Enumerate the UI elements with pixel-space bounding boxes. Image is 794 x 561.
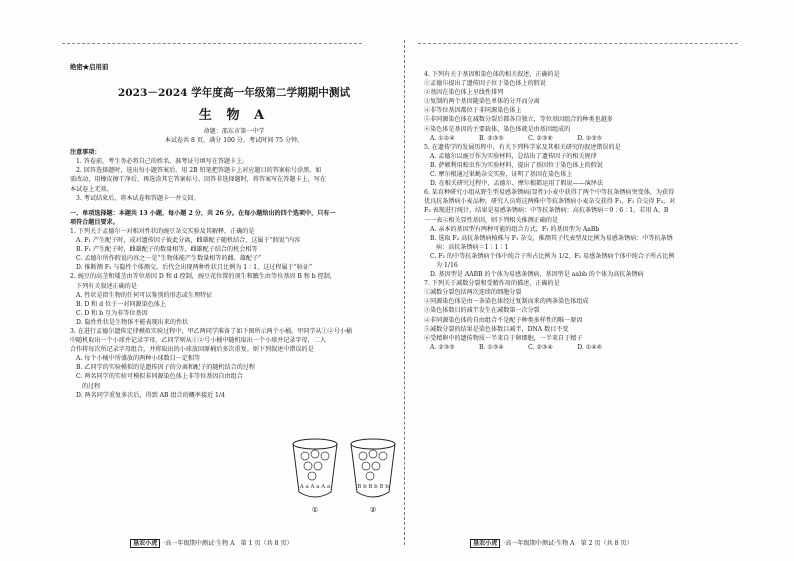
question-1-option-b: B. F₁ 产生配子时，雌雄配子的数量相等，雌雄配子结合的机会相等 — [76, 246, 258, 254]
question-7-item: ⑤减数分裂的结果是染色体数目减半，DNA 数目不变 — [424, 325, 569, 333]
question-4-item: ①孟德尔提出了遗传因子位于染色体上的假说 — [424, 80, 546, 88]
question-4-item: ③复制的两个基因随染色单体的分开而分离 — [424, 98, 540, 106]
question-7-options: A. ②③⑤ B. ①③④ C. ②③④ D. ①④⑥ — [430, 343, 603, 351]
footer-left — [130, 538, 293, 547]
question-7-stem: 7. 下列关于减数分裂和受精作用的描述，正确的是 — [424, 280, 560, 288]
question-3-stem-cont: 中随机取出一个小球并记录字母，乙同学则从①②号小桶中随机取出一个小球并记录字母，二人 — [70, 337, 326, 345]
note-line: 1. 答卷前，考生务必将自己的姓名、准考证号填写在答题卡上。 — [76, 158, 249, 166]
bucket-2 — [351, 439, 395, 497]
right-page — [424, 70, 754, 352]
exam-subject: 生 物 A — [198, 108, 270, 123]
bucket-2-label: ② — [369, 506, 377, 514]
question-3-stem: 3. 在进行孟德尔遗传定律模拟实验过程中，甲乙两同学准备了如下图所示两个小桶，甲同学从①②号小桶 — [70, 327, 352, 335]
brand-logo: 垦农小虎 — [470, 539, 500, 548]
question-7-item: ⑥受精卵中的遗传物质一半来自于卵细胞，一半来自于精子 — [424, 334, 583, 342]
question-7-item: ①减数分裂包括两次连续的细胞分裂 — [424, 289, 522, 297]
question-2-stem: 2. 豌豆的高茎和矮茎由等位基因 D 和 d 控制，豌豆花位置的顶生和腋生由等位基因 B 和 b 控制， — [70, 273, 336, 281]
question-3-stem-cont: 合作将每次所记录字母组合，并将取出的小球放回原桶后多次重复。则下列叙述中错误的是 — [70, 346, 314, 354]
exam-title: 2023－2024 学年度高一年级第二学期期中测试 — [117, 87, 351, 99]
question-6-option-d: D. 基因型是 AABB 的个体为易感条锈病，基因型是 aabb 的个体为高抗条锈病 — [430, 271, 644, 279]
section-heading: 项符合题目要求。 — [70, 218, 119, 226]
question-6-stem: 6. 某育种研究小组从野生型易感条锈病(显性)小麦中获得了两个中等抗条锈病突变体，为获得 — [424, 189, 675, 197]
top-dash-line — [418, 43, 738, 44]
question-6-stem-cont: 一一表示相关显性基因，则下列相关推测正确的是 — [424, 216, 559, 224]
top-dash-line — [62, 43, 362, 44]
page-fold-line — [404, 40, 405, 545]
note-line: 本试卷上无效。 — [70, 185, 113, 193]
bucket-figure — [288, 436, 400, 518]
question-6-stem-cont: 优良抗条锈病小麦品种，研究人员将这两株中等抗条锈病小麦杂交获得 F₁，F₁ 自交得 F₂，对 — [424, 198, 676, 206]
question-3-option-b: B. 乙同学的实验模拟的是遗传因子的分离和配子的随机结合的过程 — [76, 364, 255, 372]
bucket-2-balls: B b B b B b — [357, 484, 389, 490]
footer-right — [470, 538, 633, 547]
question-2-option-c: C. D 和 b 互为非等位基因 — [76, 309, 148, 317]
question-1-option-c: C. 孟德尔所作假说内容之一是“生物体能产生数量相等的雌、雄配子” — [76, 255, 262, 263]
question-5-option-b: B. 萨顿利用蝗虫作为实验材料，提出了基因位于染色体上的假说 — [430, 161, 603, 169]
note-line: 2. 回答选择题时，选出每小题答案后，用 2B 铅笔把答题卡上对应题目的答案标号涂黑。如 — [76, 167, 322, 175]
bucket-1-balls: A a A a A a — [299, 484, 331, 490]
question-7-item: ④非同源染色体的自由组合不是配子种类多样性的唯一原因 — [424, 316, 583, 324]
brand-logo: 垦农小虎 — [130, 539, 160, 548]
left-page — [70, 62, 398, 400]
secret-mark: 绝密★启用前 — [70, 63, 109, 71]
question-6-option-a: A. 亲本的基因型有两种可能的组合方式，F₁ 的基因型为 AaBb — [430, 225, 600, 233]
question-5-option-d: D. 在相关研究过程中，孟德尔、摩尔根都运用了假说——演绎法 — [430, 180, 604, 188]
question-2-option-b: B. D 和 d 位于一对同源染色体上 — [76, 300, 166, 308]
question-4-item: ②基因在染色体上呈线性排列 — [424, 89, 504, 97]
question-4-options: A. ①②④ B. ②③⑤ C. ②③⑥ D. ②③⑤ — [430, 134, 603, 142]
question-1-stem: 1. 下列关于孟德尔一对相对性状的豌豆杂交实验及其解释，正确的是 — [70, 227, 255, 235]
question-5-option-c: C. 摩尔根通过果蝇杂交实验，证明了基因在染色体上 — [430, 171, 573, 179]
bucket-1 — [293, 439, 337, 497]
question-3-option-d: D. 两名同学重复多次后，得到 AB 组合的概率接近 1/4 — [76, 391, 225, 399]
question-6-option-b: B. 选取 F₂ 高抗条锈病植株与 F₁ 杂交，推测其子代表型及比例为易感条锈病：中等抗条锈 — [430, 234, 673, 242]
question-4-item: ⑤非同源染色体在减数分裂后都各自独立，等位基因组合的种类也越多 — [424, 116, 613, 124]
question-2-option-d: D. 隐性性状是生物体不能表现出来的性状 — [76, 318, 189, 326]
footer-right-text: ·高一年级期中测试·生物 A 第 2 页（共 8 页） — [503, 540, 633, 547]
question-6-option-c-cont: 为 1/16 — [436, 261, 458, 269]
exam-author: 命题：邵东市第一中学 — [203, 128, 265, 135]
question-2-option-a: A. 性状是指生物的任何可以鉴别的形态或生理特征 — [76, 291, 213, 299]
question-4-item: ⑥染色体是基因的主要载体，染色体就是由基因组成的 — [424, 125, 571, 133]
question-6-stem-cont: F₂ 表现进行统计，结果是易感条锈病：中等抗条锈病：高抗条锈病＝9∶6∶1。若用 A、B — [424, 207, 669, 215]
question-1-option-d: D. 推断测 F₁ 与隐性个体测交，后代会出现两种性状且比例为 1∶1，这过程属于“验证” — [76, 264, 313, 272]
question-7-item: ②同源染色体是由一条染色体经过复制而来的两条染色体组成 — [424, 298, 589, 306]
footer-left-text: ·高一年级期中测试·生物 A 第 1 页（共 8 页） — [163, 540, 293, 547]
bucket-1-label: ① — [311, 506, 319, 514]
section-heading: 一、单项选择题：本题共 13 小题，每小题 2 分，共 26 分。在每小题给出的四个选项中，只有一 — [70, 209, 336, 217]
question-4-stem: 4. 下列有关于基因和染色体的相关叙述，正确的是 — [424, 71, 560, 78]
question-5-option-a: A. 孟德尔以豌豆作为实验材料，总结出了遗传因子的相关规律 — [430, 152, 597, 160]
notes-heading: 注意事项： — [70, 149, 101, 157]
exam-info: 本试卷共 8 页，满分 100 分，考试时间 75 分钟。 — [164, 137, 304, 145]
note-line: 3. 考试结束后，将本试卷和答题卡一并交回。 — [76, 194, 200, 202]
note-line: 需改动，用橡皮擦干净后，再选涂其它答案标号。回答非选择题时，将答案写在答题卡上，写在 — [70, 176, 326, 184]
question-7-item: ③染色体数目的减半发生在减数第一次分裂 — [424, 307, 540, 315]
question-3-option-a: A. 每个小桶中所盛放的两种小球数目一定相等 — [76, 355, 201, 363]
question-3-option-c: C. 两名同学的实验可模拟非同源染色体上非等位基因自由组合 — [76, 373, 243, 381]
question-1-option-a: A. F₁ 产生配子时，成对遗传因子彼此分离，雌雄配子随机结合，这属于“假说”内容 — [76, 237, 301, 245]
question-2-stem-cont: 下列有关叙述正确的是 — [76, 282, 137, 290]
question-6-option-b-cont: 病：高抗条锈病＝1∶1∶1 — [436, 243, 509, 251]
question-5-stem: 5. 在遗传学的发展历程中，有关下列科学家及其相关研究的叙述错误的是 — [424, 143, 621, 151]
question-4-item: ④非等位基因都位于非同源染色体上 — [424, 107, 522, 115]
question-3-option-c-cont: 的过程 — [82, 382, 101, 390]
question-6-option-c: C. F₂ 的中等抗条锈病个体中纯合子所占比例为 1/2，F₂ 易感条锈病个体中纯合子所占比例 — [430, 252, 675, 260]
